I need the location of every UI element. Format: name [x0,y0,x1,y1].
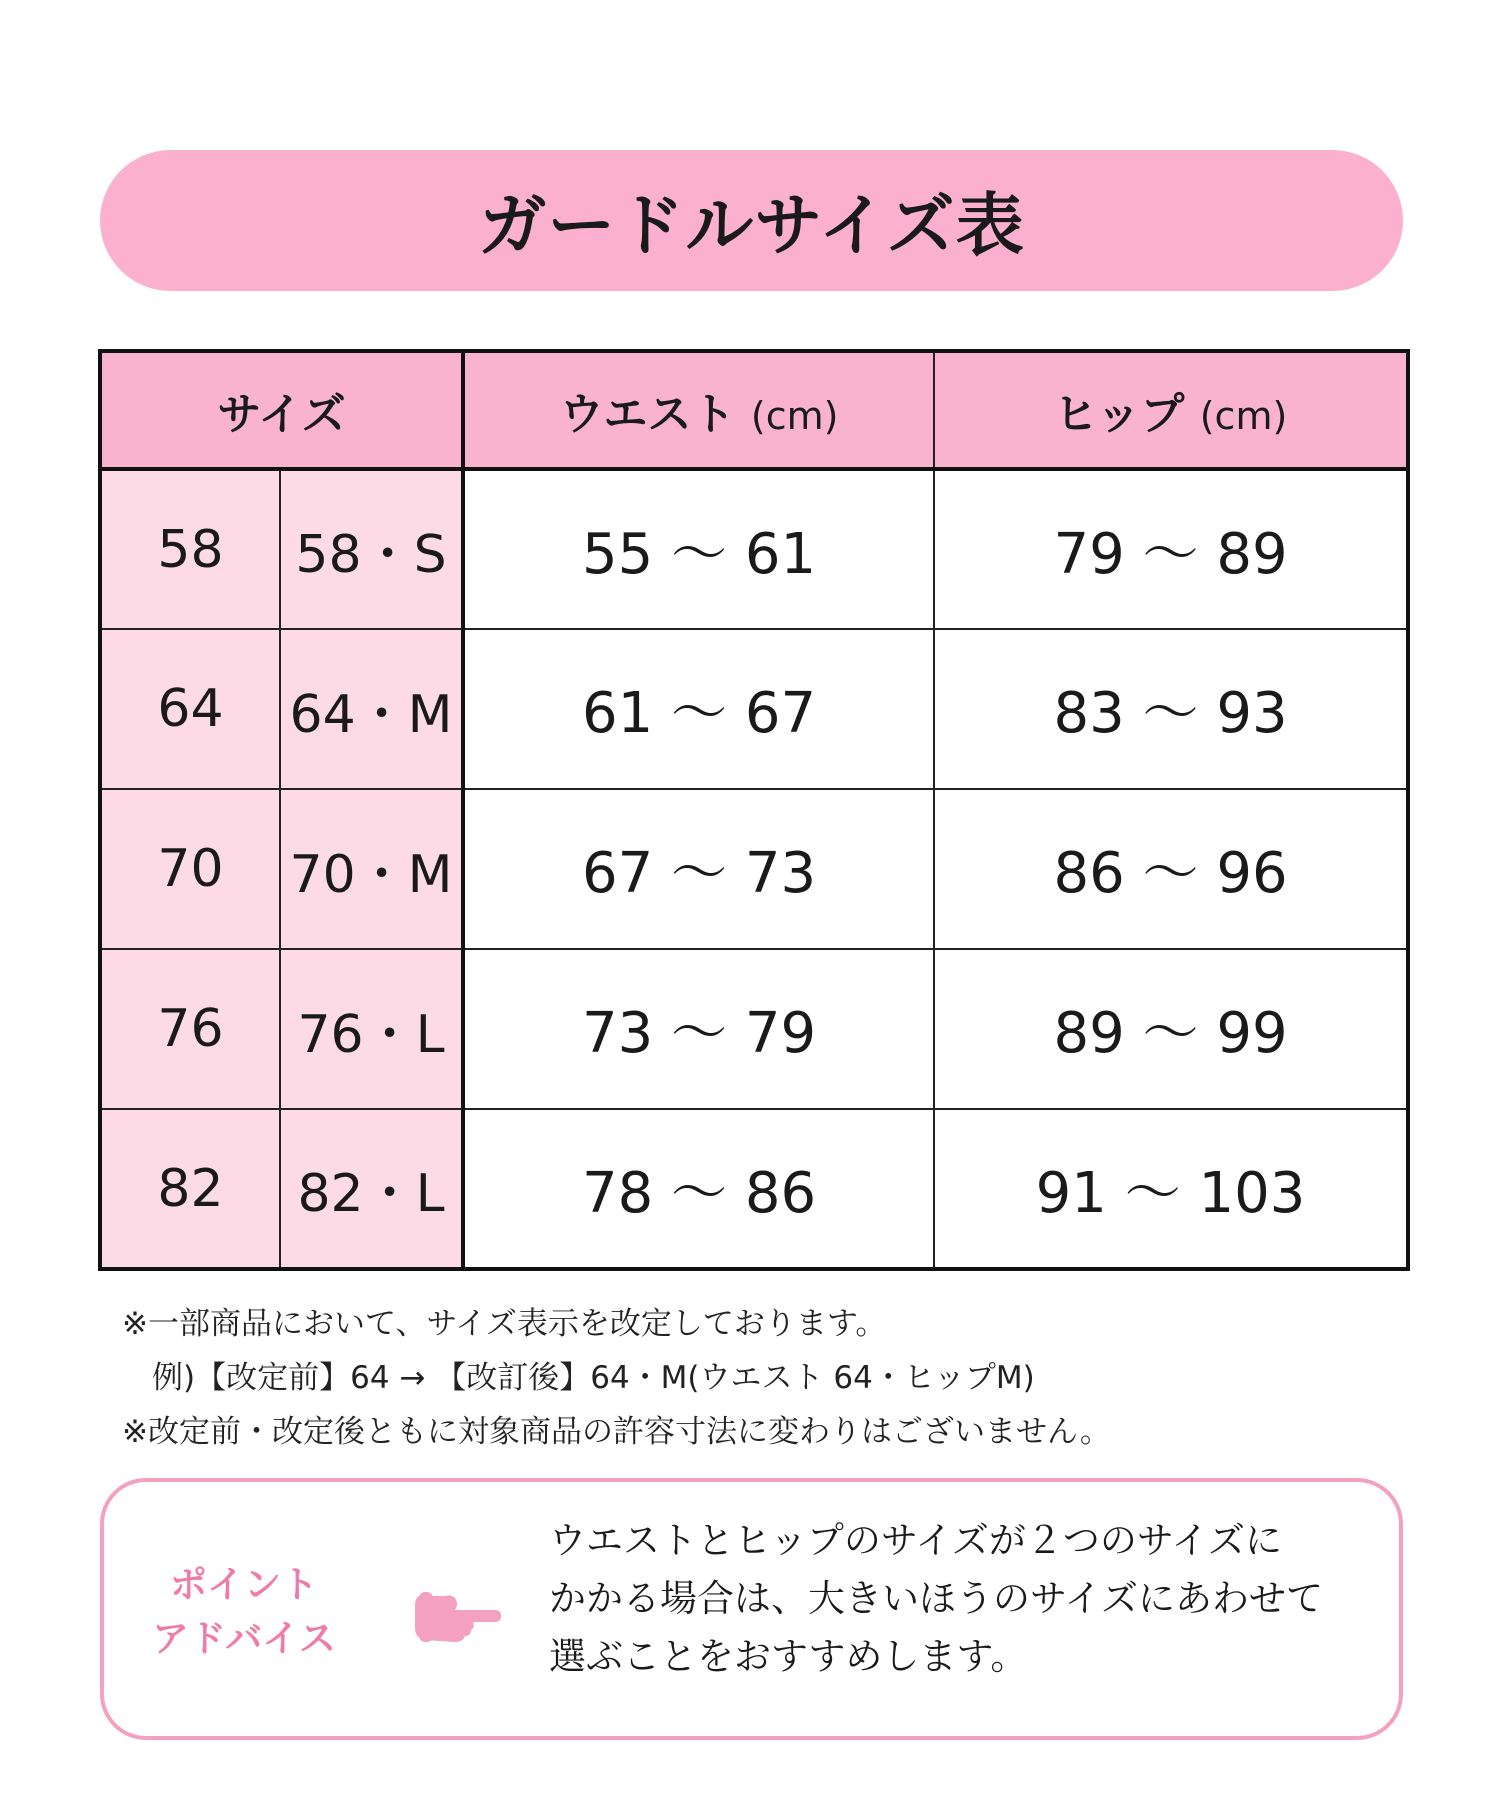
notes [122,1297,1382,1459]
size-new-cell: 64・M [280,629,463,789]
hip-cell: 91 〜 103 [934,1109,1408,1269]
size-new-cell: 82・L [280,1109,463,1269]
advice-text-line: ウエストとヒップのサイズが２つのサイズに [549,1519,1282,1562]
header-size [100,351,463,469]
size-old-cell: 76 [100,949,280,1109]
size-old-cell: 58 [100,469,280,629]
table-header-row [100,351,1408,469]
header-size-label: サイズ [217,389,346,440]
waist-cell: 55 〜 61 [463,469,934,629]
size-old-cell: 64 [100,629,280,789]
waist-cell: 67 〜 73 [463,789,934,949]
title-banner [100,150,1403,291]
note-line: ※改定前・改定後ともに対象商品の許容寸法に変わりはございません。 [122,1414,1111,1450]
size-new-cell: 70・M [280,789,463,949]
size-old-cell: 82 [100,1109,280,1269]
advice-box [100,1478,1403,1740]
advice-text-line: 選ぶことをおすすめします。 [549,1635,1028,1678]
header-hip-unit: (cm) [1199,394,1288,438]
header-hip [934,351,1408,469]
advice-label-line2: アドバイス [152,1617,336,1660]
table-row [100,789,1408,949]
page-title: ガードルサイズ表 [478,187,1025,266]
pointing-hand-icon [411,1582,501,1646]
note-example-line: 例)【改定前】64 → 【改訂後】64・M(ウエスト 64・ヒップM) [152,1360,1035,1396]
advice-label [144,1558,344,1666]
note-line: ※一部商品において、サイズ表示を改定しております。 [122,1306,887,1342]
table-row [100,1109,1408,1269]
waist-cell: 73 〜 79 [463,949,934,1109]
header-waist-unit: (cm) [750,394,839,438]
advice-text-line: かかる場合は、大きいほうのサイズにあわせて [549,1577,1324,1620]
hip-cell: 89 〜 99 [934,949,1408,1109]
advice-label-line1: ポイント [170,1563,318,1606]
hip-cell: 79 〜 89 [934,469,1408,629]
advice-text [549,1512,1369,1686]
table-row [100,949,1408,1109]
waist-cell: 78 〜 86 [463,1109,934,1269]
size-old-cell: 70 [100,789,280,949]
table-row [100,469,1408,629]
hip-cell: 83 〜 93 [934,629,1408,789]
hip-cell: 86 〜 96 [934,789,1408,949]
size-new-cell: 58・S [280,469,463,629]
table-row [100,629,1408,789]
header-waist [463,351,934,469]
waist-cell: 61 〜 67 [463,629,934,789]
size-new-cell: 76・L [280,949,463,1109]
size-table [98,349,1410,1271]
header-waist-label: ウエスト [559,389,736,440]
header-hip-label: ヒップ [1053,389,1185,440]
